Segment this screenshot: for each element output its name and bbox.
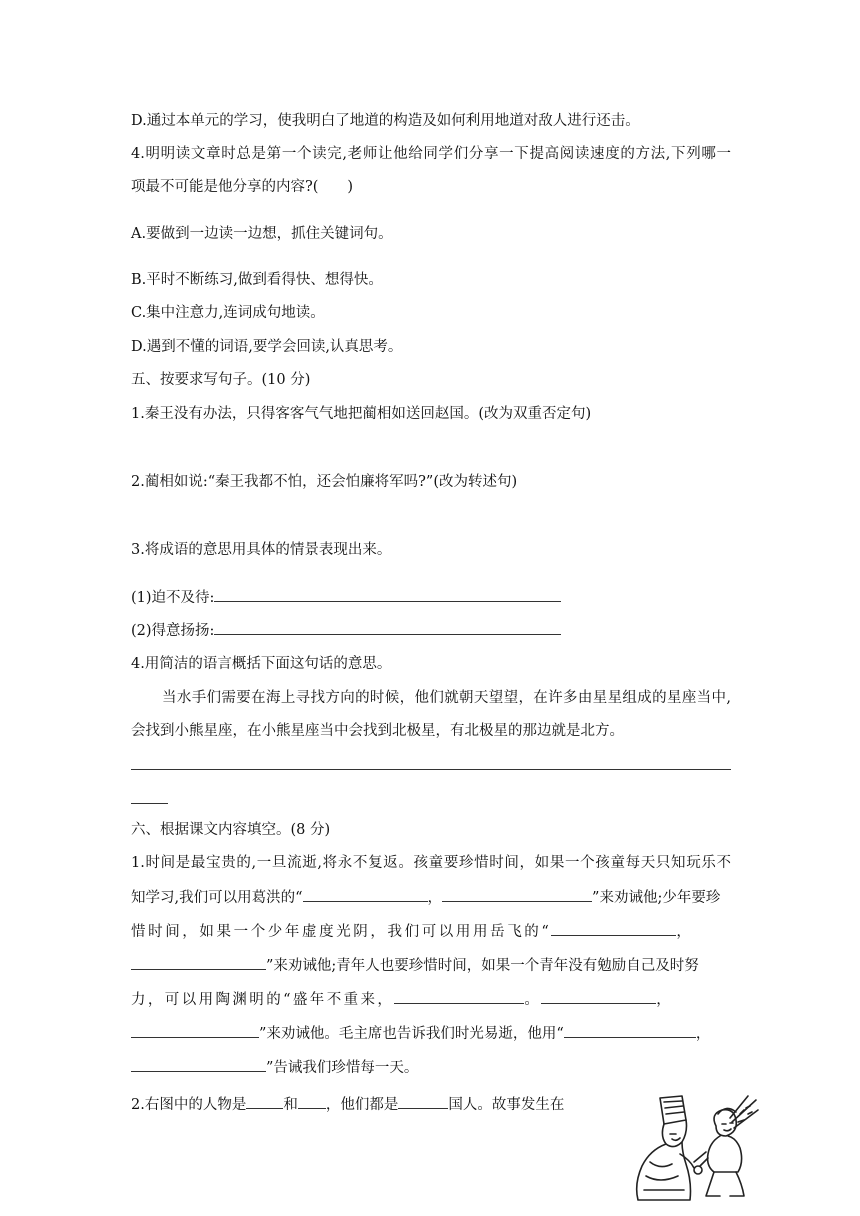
section-6-question-1-line6: ”来劝诫他。毛主席也告诉我们时光易逝，他用“ ，: [131, 1023, 710, 1044]
section-6-question-1-line4: ”来劝诫他;青年人也要珍惜时间，如果一个青年没有勉励自己及时努: [131, 955, 699, 976]
answer-line[interactable]: [131, 769, 731, 770]
answer-blank[interactable]: [541, 989, 656, 1004]
question-4-option-c: C.集中注意力,连词成句地读。: [131, 305, 325, 321]
section-6-question-1-line7: ”告诫我们珍惜每一天。: [131, 1057, 418, 1078]
answer-blank[interactable]: [303, 887, 428, 902]
answer-blank[interactable]: [551, 921, 676, 936]
answer-blank[interactable]: [564, 1023, 696, 1038]
section-5-question-2: 2.蔺相如说:“秦王我都不怕，还会怕廉将军吗?”(改为转述句): [131, 474, 518, 490]
question-4-option-a: A.要做到一边读一边想，抓住关键词句。: [131, 226, 393, 242]
question-4-stem-line1: 4.明明读文章时总是第一个读完,老师让他给同学们分享一下提高阅读速度的方法,下列哪一: [131, 146, 731, 162]
section-6-title: 六、根据课文内容填空。(8 分): [131, 822, 331, 838]
question-4-option-d: D.遇到不懂的词语,要学会回读,认真思考。: [131, 339, 403, 355]
section-5-question-4: 4.用简洁的语言概括下面这句话的意思。: [131, 656, 392, 672]
answer-line-continuation[interactable]: [131, 803, 168, 804]
section-5-question-4-passage-line2: 会找到小熊星座，在小熊星座当中会找到北极星，有北极星的那边就是北方。: [131, 723, 624, 739]
q4-option-d-previous: D.通过本单元的学习，使我明白了地道的构造及如何利用地道对敌人进行还击。: [131, 113, 640, 129]
answer-blank[interactable]: [131, 1057, 266, 1072]
section-5-question-3-item-2: (2)得意扬扬:: [131, 620, 561, 641]
section-6-question-2: 2.右图中的人物是 和 ，他们都是 国人。故事发生在: [131, 1094, 564, 1115]
section-6-question-1-line1: 1.时间是最宝贵的,一旦流逝,将永不复返。孩童要珍惜时间，如果一个孩童每天只知玩乐不: [131, 855, 731, 871]
answer-blank[interactable]: [246, 1094, 283, 1109]
answer-blank[interactable]: [214, 620, 561, 635]
section-6-question-1-line3: 惜时间，如果一个少年虚度光阴，我们可以用用岳飞的“ ，: [131, 921, 694, 942]
section-5-title: 五、按要求写句子。(10 分): [131, 372, 311, 388]
section-5-question-1: 1.秦王没有办法，只得客客气气地把蔺相如送回赵国。(改为双重否定句): [131, 406, 592, 422]
section-5-question-4-passage-line1: 当水手们需要在海上寻找方向的时候，他们就朝天望望，在许多由星星组成的星座当中,: [162, 690, 731, 706]
section-5-question-3: 3.将成语的意思用具体的情景表现出来。: [131, 542, 392, 558]
answer-blank[interactable]: [394, 989, 524, 1004]
section-6-question-1-line2: 知学习,我们可以用葛洪的“ ， ”来劝诫他;少年要珍: [131, 887, 720, 908]
answer-blank[interactable]: [398, 1094, 448, 1109]
answer-blank[interactable]: [131, 955, 266, 970]
answer-blank[interactable]: [214, 587, 561, 602]
question-4-stem-line2: 项最不可能是他分享的内容?( ): [131, 179, 354, 195]
answer-blank[interactable]: [298, 1094, 326, 1109]
lian-po-apology-illustration: [620, 1092, 760, 1204]
question-4-option-b: B.平时不断练习,做到看得快、想得快。: [131, 272, 383, 288]
answer-blank[interactable]: [131, 1023, 259, 1038]
section-6-question-1-line5: 力，可以用陶渊明的“盛年不重来， 。 ，: [131, 989, 673, 1010]
section-5-question-3-item-1: (1)迫不及待:: [131, 587, 561, 608]
answer-blank[interactable]: [442, 887, 592, 902]
